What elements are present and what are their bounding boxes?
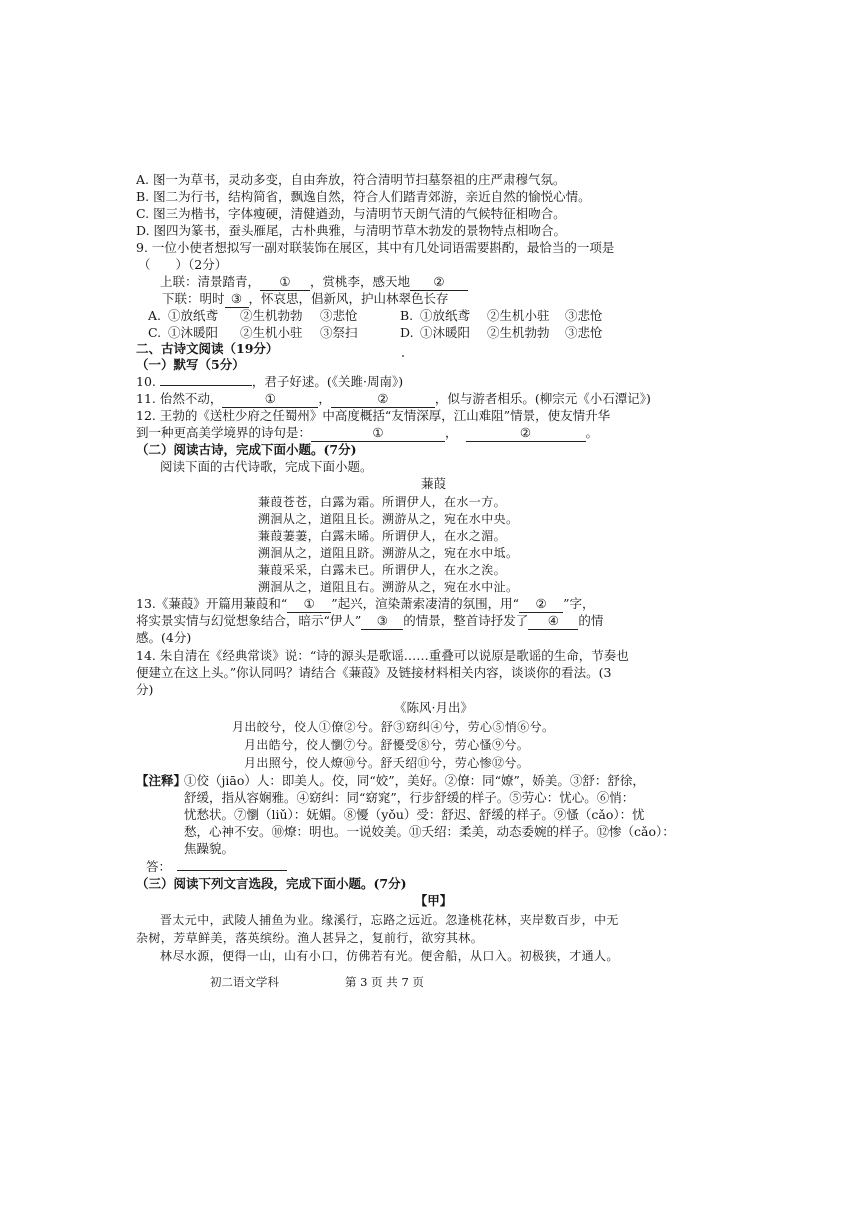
q12-line1: 12. 王勃的《送杜少府之任蜀州》中高度概括“友情深厚，江山难阻”情景，使友情升华	[136, 408, 611, 423]
choice-c: C. 图三为楷书，字体瘦硬，清健遒劲，与清明节天朗气清的气候特征相吻合。	[136, 206, 566, 221]
poem2-line: 月出皓兮，佼人懰⑦兮。舒懮受⑧兮，劳心慅⑨兮。	[244, 738, 530, 752]
poem2-title: 《陈风·月出》	[394, 700, 473, 715]
couplet-lower-pre: 下联：明时	[162, 291, 225, 306]
q9-option-c-item3: ③祭扫	[320, 325, 358, 340]
notes-label: 【注释】	[136, 773, 187, 788]
notes-line: 忧愁状。⑦懰（liǔ）：妩媚。⑧懮（yǒu）受：舒迟、舒缓的样子。⑨慅（cǎo）：忧	[184, 807, 645, 822]
q9-score: （ ）（2分）	[138, 257, 228, 272]
couplet-upper-mid: ，赏桃李，感天地	[310, 274, 411, 289]
q9-option-d-item2: ②生机勃勃	[487, 325, 550, 340]
q9-option-d-item1: ①沐暖阳	[420, 325, 471, 340]
q11: 11. 佁然不动， ① ， ② ，似与游者相乐。(柳宗元《小石潭记》)	[136, 391, 651, 406]
poem1-line: 蒹葭苍苍，白露为霜。所谓伊人，在水一方。	[258, 495, 507, 509]
q14-line3: 分)	[136, 682, 154, 697]
q10-number: 10.	[136, 374, 156, 389]
couplet-blank-2: ②	[410, 274, 468, 291]
choice-a: A. 图一为草书，灵动多变，自由奔放，符合清明节扫墓祭祖的庄严肃穆气氛。	[136, 172, 566, 187]
q13-blank-1: ①	[287, 596, 331, 613]
q9-option-a-item3: ③悲怆	[320, 308, 358, 323]
answer-line	[146, 859, 287, 875]
choice-b: B. 图二为行书，结构简省，飘逸自然，符合人们踏青郊游，亲近自然的愉悦心情。	[136, 189, 591, 204]
notes-line: 愁，心神不安。⑩燎：明也。一说姣美。⑪夭绍：柔美，动态委婉的样子。⑫惨（cǎo）：	[184, 824, 675, 839]
choice-d: D. 图四为篆书，蚕头雁尾，古朴典雅，与清明节草木勃发的景物特点相吻合。	[136, 223, 567, 238]
q13-line1	[136, 596, 594, 613]
section3-jia: 【甲】	[414, 893, 453, 908]
notes-line: 焦躁貌。	[184, 841, 235, 856]
q12-blank-1: ①	[311, 425, 445, 442]
section2-sub1: （一）默写（5分）	[136, 357, 245, 372]
q13-text-f: 的情	[578, 613, 604, 628]
footer-page: 第 3 页 共 7 页	[345, 975, 424, 989]
q13-line3: 感。(4分)	[136, 630, 192, 645]
q9-option-a-item1: ①放纸鸢	[168, 308, 219, 323]
q13-text-e: 的情景，整首诗抒发了	[403, 613, 529, 628]
poem1-line: 溯洄从之，道阻且跻。溯游从之，宛在水中坻。	[258, 546, 519, 560]
couplet-upper	[160, 274, 468, 291]
q13-text-c: ”字，	[563, 596, 595, 611]
prose-line: 林尽水源，便得一山，山有小口，仿佛若有光。便舍船，从口入。初极狭，才通人。	[160, 949, 619, 963]
q9-option-a-letter: A.	[148, 308, 162, 323]
footer-subject: 初二语文学科	[210, 975, 279, 989]
poem2-line: 月出皎兮，佼人①僚②兮。舒③窈纠④兮，劳心⑤悄⑥兮。	[232, 720, 555, 734]
q13-blank-4: ④	[528, 613, 578, 630]
poem1-line: 溯洄从之，道阻且右。溯游从之，宛在水中沚。	[258, 580, 519, 594]
q9-option-b-letter: B.	[400, 308, 414, 323]
couplet-lower	[162, 291, 449, 308]
q9-option-b-item1: ①放纸鸢	[420, 308, 471, 323]
answer-label: 答：	[146, 859, 172, 874]
couplet-lower-post: ，怀哀思，倡新风，护山林翠色长存	[248, 291, 449, 306]
notes-line: 舒缓，指从容娴雅。④窈纠：同“窈窕”，行步舒缓的样子。⑤劳心：忧心。⑥悄：	[184, 790, 635, 805]
q12-line2: 到一种更高美学境界的诗句是： ① ， ② 。	[136, 425, 599, 440]
couplet-blank-1: ①	[260, 274, 310, 291]
section2-title: 二、古诗文阅读（19分）	[136, 341, 279, 356]
q9-option-c-item2: ②生机小驻	[240, 325, 303, 340]
q12-blank-2: ②	[466, 425, 586, 442]
q12-pre: 到一种更高美学境界的诗句是：	[136, 425, 312, 440]
q13-text-a: 13.《蒹葭》开篇用蒹葭和“	[136, 596, 288, 611]
section3-title: （三）阅读下列文言选段，完成下面小题。(7分)	[136, 876, 407, 891]
notes-line: ①佼（jiāo）人：即美人。佼，同“姣”，美好。②僚：同“嫽”，娇美。③舒：舒徐，	[184, 773, 645, 788]
q10	[136, 374, 403, 390]
q14-line1: 14. 朱自清在《经典常谈》说：“诗的源头是歌谣……重叠可以说原是歌谣的生命，节奏也	[136, 648, 629, 663]
q13-text-b: ”起兴，渲染萧索凄清的氛围，用“	[331, 596, 520, 611]
q13-blank-3: ③	[361, 613, 403, 630]
reading-intro: 阅读下面的古代诗歌，完成下面小题。	[160, 459, 373, 474]
poem1-line: 溯洄从之，道阻且长。溯游从之，宛在水中央。	[258, 512, 519, 526]
q14-line2: 便建立在这上头。”你认同吗？请结合《蒹葭》及链接材料相关内容，谈谈你的看法。(3	[136, 665, 612, 680]
q9-option-c-item1: ①沐暖阳	[168, 325, 219, 340]
couplet-blank-3: ③	[225, 291, 249, 308]
scan-dot	[402, 355, 404, 357]
q9-option-a-item2: ②生机勃勃	[240, 308, 303, 323]
prose-line: 杂树，芳草鲜美，落英缤纷。渔人甚异之，复前行，欲穷其林。	[136, 931, 484, 945]
prose-line: 晋太元中，武陵人捕鱼为业。缘溪行，忘路之远近。忽逢桃花林，夹岸数百步，中无	[160, 913, 619, 927]
poem1-line: 蒹葭采采，白露未已。所谓伊人，在水之涘。	[258, 563, 507, 577]
poem1-title: 蒹葭	[420, 476, 446, 491]
q10-blank	[160, 385, 252, 386]
q10-post: ，君子好逑。(《关雎·周南》)	[251, 374, 404, 389]
q9-option-c-letter: C.	[148, 325, 162, 340]
q11-blank-1: ①	[222, 391, 318, 408]
couplet-upper-pre: 上联：清景踏青，	[160, 274, 261, 289]
q9-option-b-item3: ③悲怆	[565, 308, 603, 323]
q13-blank-2: ②	[519, 596, 563, 613]
q9-stem: 9. 一位小使者想拟写一副对联装饰在展区，其中有几处词语需要斟酌，最恰当的一项是	[136, 240, 615, 255]
q13-line2	[136, 613, 603, 630]
q9-option-d-letter: D.	[400, 325, 414, 340]
q11-blank-2: ②	[331, 391, 435, 408]
q13-text-d: 将实景实情与幻觉想象结合，暗示“伊人”	[136, 613, 362, 628]
poem2-line: 月出照兮，佼人燎⑩兮。舒夭绍⑪兮，劳心惨⑫兮。	[244, 756, 530, 770]
q11-post: ，似与游者相乐。(柳宗元《小石潭记》)	[434, 391, 651, 406]
section2-sub2: （二）阅读古诗，完成下面小题。(7分)	[136, 442, 357, 457]
answer-blank	[177, 870, 287, 871]
q11-pre: 11. 佁然不动，	[136, 391, 223, 406]
poem1-line: 蒹葭萋萋，白露未晞。所谓伊人，在水之湄。	[258, 529, 507, 543]
q9-option-b-item2: ②生机小驻	[487, 308, 550, 323]
q9-option-d-item3: ③悲怆	[565, 325, 603, 340]
